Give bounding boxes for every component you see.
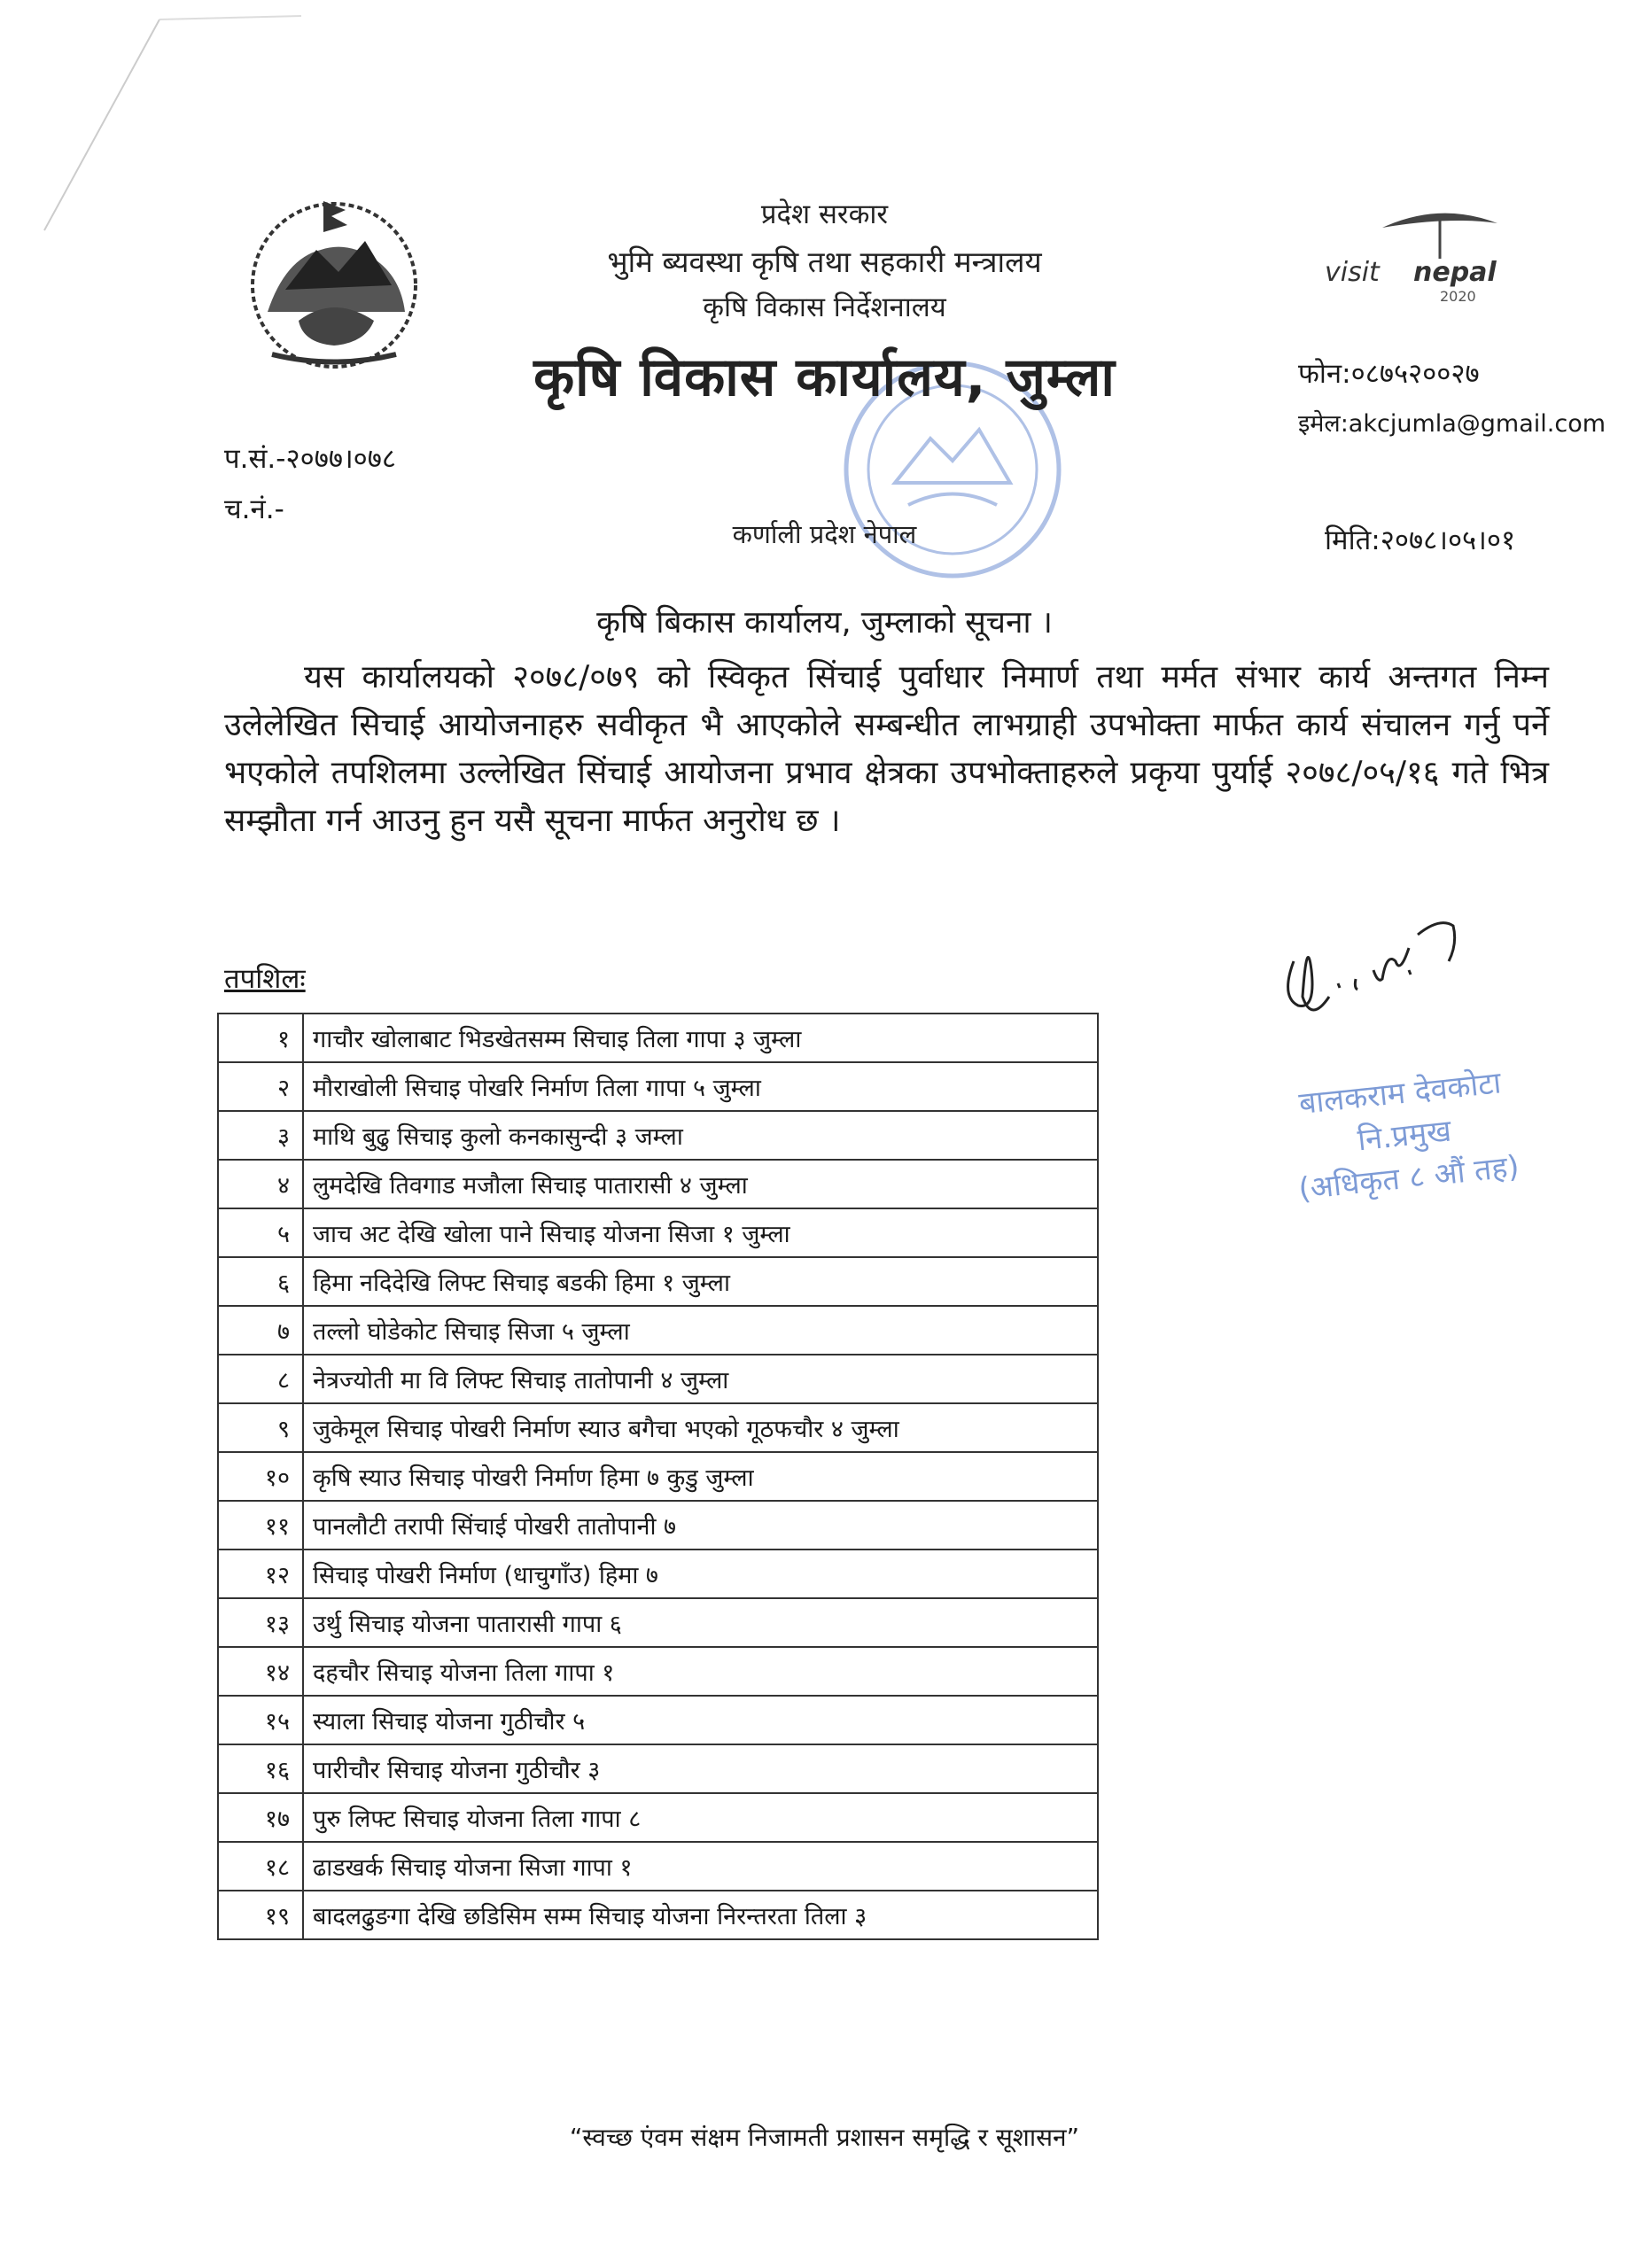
table-row: [218, 1842, 1098, 1891]
project-number: ६: [218, 1257, 303, 1306]
table-row: [218, 1550, 1098, 1598]
table-row: [218, 1306, 1098, 1355]
footer-motto: “स्वच्छ एंवम संक्षम निजामती प्रशासन समृद्धि र सूशासन”: [569, 2123, 1080, 2152]
table-row: [218, 1208, 1098, 1257]
project-name: पारीचौर सिचाइ योजना गुठीचौर ३: [303, 1744, 1098, 1793]
table-row: [218, 1647, 1098, 1696]
project-number: १७: [218, 1793, 303, 1842]
project-number: १: [218, 1014, 303, 1062]
header-government: प्रदेश सरकार: [760, 198, 889, 230]
signatory-rank: (अधिकृत ८ औं तह): [1296, 1148, 1521, 1208]
header-province: कर्णाली प्रदेश नेपाल: [732, 519, 917, 549]
reference-number: प.सं.-२०७७।०७८: [224, 443, 397, 475]
project-name: पानलौटी तरापी सिंचाई पोखरी तातोपानी ७: [303, 1501, 1098, 1550]
project-name: मौराखोली सिचाइ पोखरि निर्माण तिला गापा ५ जुम्ला: [303, 1062, 1098, 1111]
project-number: ९: [218, 1403, 303, 1452]
header-ministry: भुमि ब्यवस्था कृषि तथा सहकारी मन्त्रालय: [607, 245, 1042, 279]
table-row: [218, 1403, 1098, 1452]
project-name: माथि बुढु सिचाइ कुलो कनकासुन्दी ३ जम्ला: [303, 1111, 1098, 1160]
project-name: हिमा नदिदेखि लिफ्ट सिचाइ बडकी हिमा १ जुम्ला: [303, 1257, 1098, 1306]
project-number: १५: [218, 1696, 303, 1744]
project-number: १३: [218, 1598, 303, 1647]
notice-title: कृषि बिकास कार्यालय, जुम्लाको सूचना ।: [596, 605, 1053, 641]
project-number: ११: [218, 1501, 303, 1550]
project-number: ४: [218, 1160, 303, 1208]
project-name: उर्थु सिचाइ योजना पातारासी गापा ६: [303, 1598, 1098, 1647]
project-name: बादलढुङगा देखि छडिसिम सम्म सिचाइ योजना निरन्तरता तिला ३: [303, 1891, 1098, 1939]
schedule-label: तपशिलः: [224, 963, 306, 995]
project-name: लुमदेखि तिवगाड मजौला सिचाइ पातारासी ४ जुम्ला: [303, 1160, 1098, 1208]
svg-text:2020: 2020: [1440, 288, 1476, 305]
project-number: १४: [218, 1647, 303, 1696]
handwritten-signature: [1276, 899, 1480, 1041]
project-number: ८: [218, 1355, 303, 1403]
table-row: [218, 1501, 1098, 1550]
table-row: [218, 1696, 1098, 1744]
project-name: ढाडखर्क सिचाइ योजना सिजा गापा १: [303, 1842, 1098, 1891]
office-phone: फोन:०८७५२००२७: [1298, 358, 1480, 390]
table-row: [218, 1744, 1098, 1793]
table-row: [218, 1111, 1098, 1160]
project-name: जाच अट देखि खोला पाने सिचाइ योजना सिजा १ जुम्ला: [303, 1208, 1098, 1257]
table-row: [218, 1062, 1098, 1111]
project-number: १६: [218, 1744, 303, 1793]
table-row: [218, 1891, 1098, 1939]
project-name: गाचौर खोलाबाट भिडखेतसम्म सिचाइ तिला गापा ३ जुम्ला: [303, 1014, 1098, 1062]
table-row: [218, 1452, 1098, 1501]
notice-date: मिति:२०७८।०५।०१: [1325, 524, 1516, 556]
project-name: सिचाइ पोखरी निर्माण (धाचुगाँउ) हिमा ७: [303, 1550, 1098, 1598]
project-number: १९: [218, 1891, 303, 1939]
project-number: १०: [218, 1452, 303, 1501]
notice-body: यस कार्यालयको २०७८/०७९ को स्विकृत सिंचाई पुर्वाधार निमार्ण तथा मर्मत संभार कार्य अन्तगत निम्न उलेलेखित सिचाई आयोजनाहरु सवीकृत भै आएकोले सम्बन्धीत लाभग्राही उपभोक्ता मार्फत कार्य संचालन गर्नु पर्ने भएकोले तपशिलमा उल्लेखित सिंचाई आयोजना प्रभाव क्षेत्रका उपभोक्ताहरुले प्रकृया पुर्याई २०७८/०५/१६ गते भित्र सम्झौता गर्न आउनु हुन यसै सूचना मार्फत अनुरोध छ ।: [224, 659, 1549, 839]
project-number: १८: [218, 1842, 303, 1891]
project-number: ३: [218, 1111, 303, 1160]
project-name: स्याला सिचाइ योजना गुठीचौर ५: [303, 1696, 1098, 1744]
header-office-title: कृषि विकास कार्यालय, जुम्ला: [533, 346, 1116, 408]
project-number: २: [218, 1062, 303, 1111]
header-directorate: कृषि विकास निर्देशनालय: [703, 291, 946, 323]
project-name: कृषि स्याउ सिचाइ पोखरी निर्माण हिमा ७ कुडु जुम्ला: [303, 1452, 1098, 1501]
table-row: [218, 1257, 1098, 1306]
table-row: [218, 1014, 1098, 1062]
svg-text:visit: visit: [1325, 257, 1380, 288]
project-list-table: [217, 1013, 1099, 1940]
table-row: [218, 1598, 1098, 1647]
project-name: दहचौर सिचाइ योजना तिला गापा १: [303, 1647, 1098, 1696]
project-number: ५: [218, 1208, 303, 1257]
project-name: नेत्रज्योती मा वि लिफ्ट सिचाइ तातोपानी ४ जुम्ला: [303, 1355, 1098, 1403]
svg-text:nepal: nepal: [1413, 257, 1497, 288]
signatory-name: बालकराम देवकोटा: [1296, 1065, 1503, 1122]
table-row: [218, 1355, 1098, 1403]
table-row: [218, 1793, 1098, 1842]
dispatch-number: च.नं.-: [224, 493, 284, 525]
project-number: ७: [218, 1306, 303, 1355]
project-name: जुकेमूल सिचाइ पोखरी निर्माण स्याउ बगैचा भएको गूठफचौर ४ जुम्ला: [303, 1403, 1098, 1452]
signatory-stamp: [1231, 1055, 1579, 1217]
table-row: [218, 1160, 1098, 1208]
project-name: पुरु लिफ्ट सिचाइ योजना तिला गापा ८: [303, 1793, 1098, 1842]
signatory-title: नि.प्रमुख: [1356, 1113, 1453, 1159]
project-number: १२: [218, 1550, 303, 1598]
office-email: इमेल:akcjumla@gmail.com: [1298, 410, 1606, 438]
project-name: तल्लो घोडेकोट सिचाइ सिजा ५ जुम्ला: [303, 1306, 1098, 1355]
